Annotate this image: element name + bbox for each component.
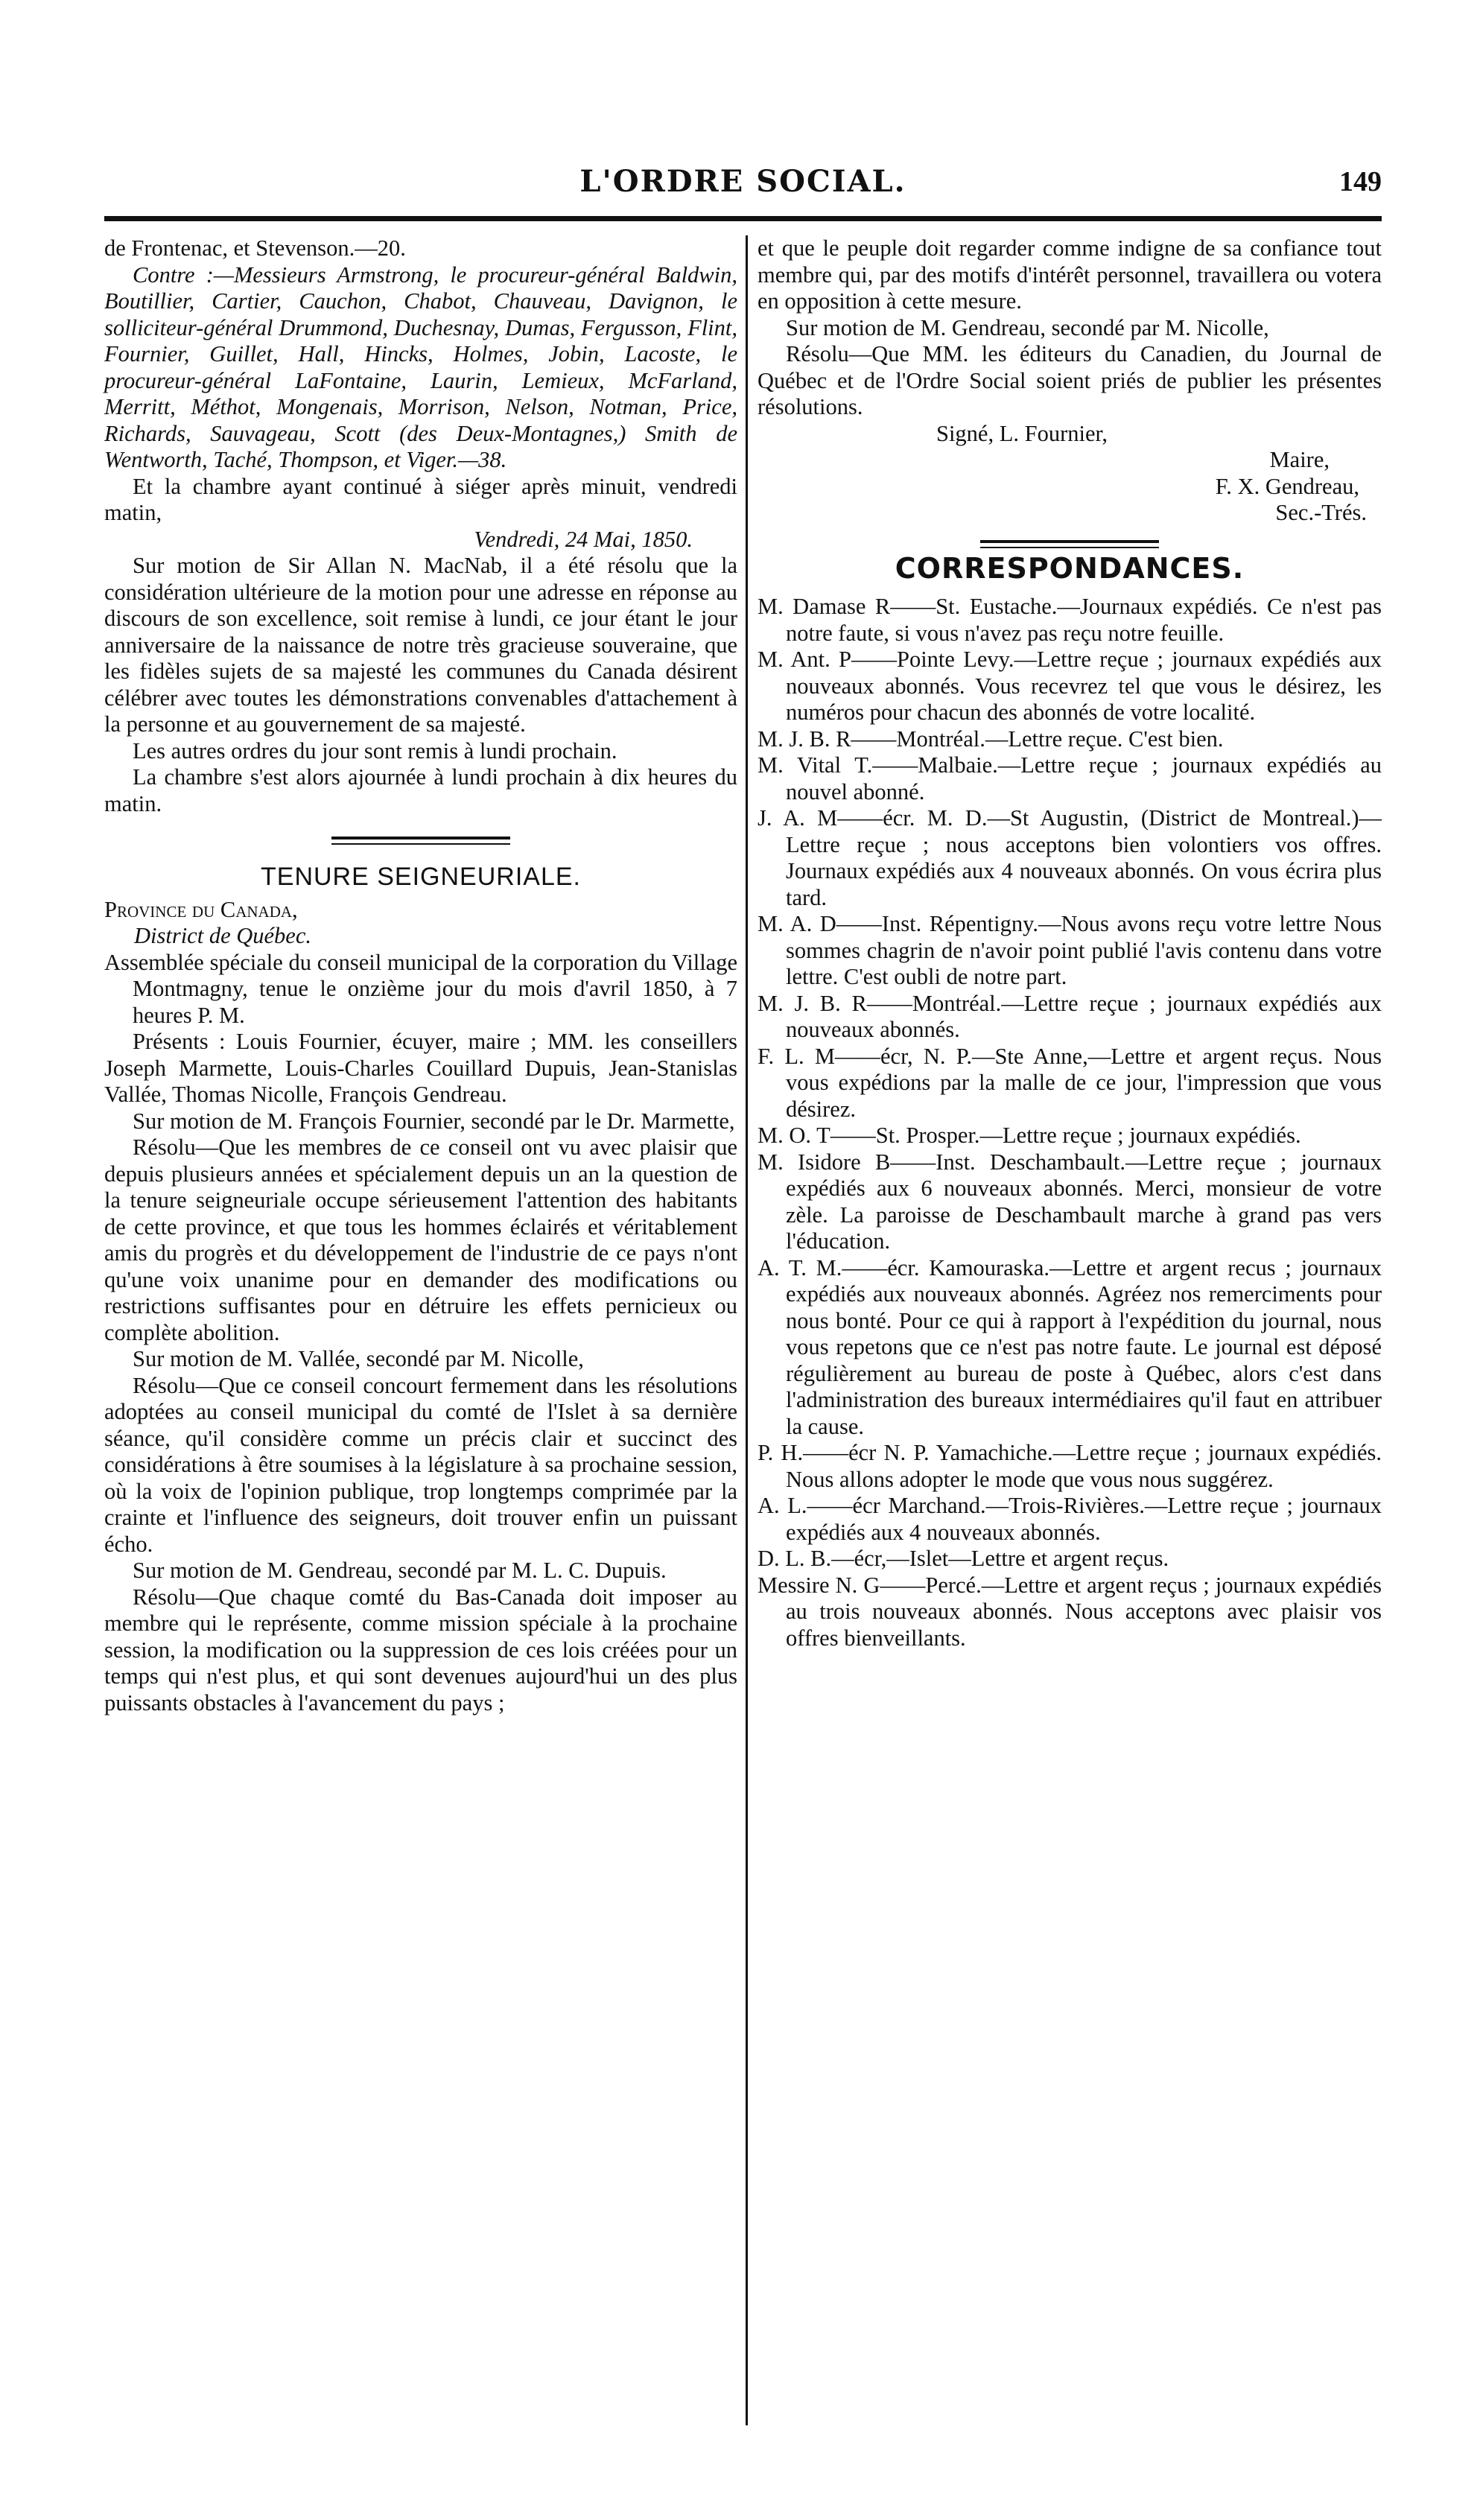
paragraph: Résolu—Que les membres de ce conseil ont vu avec plaisir que depuis plusieurs années et spécialement depuis un an la question de la tenure seigneuriale occupe sérieusement l'attention des habitants de cette province, et que tous les hommes éclairés et véritablement amis du progrès et du développement de l'industrie de ce pays n'ont qu'une voix unanime pour en demander des modifications ou restrictions suffisantes pour en détruire les effets pernicieux ou complète abolition.: [104, 1134, 737, 1345]
page-header: [104, 164, 1382, 209]
paragraph: La chambre s'est alors ajournée à lundi prochain à dix heures du matin.: [104, 764, 737, 816]
correspondence-entry: M. Isidore B——Inst. Deschambault.—Lettre reçue ; journaux expédiés aux 6 nouveaux abonnés. Merci, monsieur de votre zèle. La paroisse de Deschambault marche à grand pas vers l'éducation.: [758, 1149, 1382, 1254]
column-separator: [746, 235, 748, 2425]
correspondence-entry: P. H.——écr N. P. Yamachiche.—Lettre reçue ; journaux expédiés. Nous allons adopter le mode que vous nous suggérez.: [758, 1440, 1382, 1492]
signature-line: Sec.-Trés.: [1275, 500, 1367, 525]
paragraph: Sur motion de M. Gendreau, secondé par M. Nicolle,: [786, 314, 1269, 340]
correspondence-entry: F. L. M——écr, N. P.—Ste Anne,—Lettre et argent reçus. Nous vous expédions par la malle de ce jour, l'impression que vous désirez.: [758, 1043, 1382, 1122]
correspondence-entry: A. L.——écr Marchand.—Trois-Rivières.—Lettre reçue ; journaux expédiés aux 4 nouveaux abonnés.: [758, 1493, 1382, 1545]
section-divider: [331, 837, 510, 845]
header-rule: [104, 216, 1382, 221]
paragraph: Et la chambre ayant continué à siéger après minuit, vendredi matin,: [104, 473, 737, 525]
date-line: Vendredi, 24 Mai, 1850.: [474, 526, 693, 552]
paragraph: Sur motion de M. Gendreau, secondé par M. L. C. Dupuis.: [133, 1558, 667, 1583]
paragraph: Sur motion de Sir Allan N. MacNab, il a été résolu que la considération ultérieure de la motion pour une adresse en réponse au discours de son excellence, soit remise à lundi, ce jour étant le jour anniversaire de la naissance de notre très gracieuse souveraine, que les fidèles sujets de sa majesté les communes du Canada désirent célébrer avec toutes les démonstrations convenables d'attachement à la personne et au gouvernement de sa majesté.: [104, 553, 737, 737]
signature-line: F. X. Gendreau,: [1215, 473, 1359, 499]
signature-line: Signé, L. Fournier,: [936, 420, 1108, 446]
left-column: [104, 235, 737, 1716]
paragraph: Résolu—Que MM. les éditeurs du Canadien, du Journal de Québec et de l'Ordre Social soient priés de publier les présentes résolutions.: [758, 341, 1382, 419]
correspondence-entry: M. Ant. P——Pointe Levy.—Lettre reçue ; journaux expédiés aux nouveaux abonnés. Vous recevrez tel que vous le désirez, les numéros pour chacun des abonnés de votre localité.: [758, 647, 1382, 725]
province-line: Province du Canada,: [104, 896, 298, 922]
correspondence-entry: Messire N. G——Percé.—Lettre et argent reçus ; journaux expédiés au trois nouveaux abonnés. Nous acceptons avec plaisir vos offres bienveillants.: [758, 1572, 1382, 1651]
paragraph: et que le peuple doit regarder comme indigne de sa confiance tout membre qui, par des motifs d'intérêt personnel, travaillera ou votera en opposition à cette mesure.: [758, 235, 1382, 314]
correspondence-entry: M. O. T——St. Prosper.—Lettre reçue ; journaux expédiés.: [758, 1123, 1301, 1148]
section-title: TENURE SEIGNEURIALE.: [261, 863, 581, 891]
district-line: District de Québec.: [134, 923, 311, 948]
paragraph: Résolu—Que ce conseil concourt fermement dans les résolutions adoptées au conseil municipal du comté de l'Islet à sa dernière séance, qu'il considère comme un précis clair et succinct des considérations à être soumises à la législature à sa prochaine session, où la voix de l'opinion publique, trop longtemps comprimée par la crainte et l'influence des seigneurs, doit trouver enfin un puissant écho.: [104, 1372, 737, 1557]
correspondence-entry: M. J. B. R——Montréal.—Lettre reçue. C'est bien.: [758, 726, 1224, 752]
paragraph: Sur motion de M. François Fournier, secondé par le Dr. Marmette,: [133, 1108, 735, 1134]
paragraph: Sur motion de M. Vallée, secondé par M. Nicolle,: [133, 1346, 584, 1371]
paragraph: Présents : Louis Fournier, écuyer, maire ; MM. les conseillers Joseph Marmette, Louis-Charles Couillard Dupuis, Jean-Stanislas Vallée, Thomas Nicolle, François Gendreau.: [104, 1029, 737, 1107]
paragraph: de Frontenac, et Stevenson.—20.: [104, 235, 406, 261]
journal-title: L'ORDRE SOCIAL.: [579, 164, 906, 199]
signature-line: Maire,: [1269, 447, 1330, 472]
paragraph: Les autres ordres du jour sont remis à lundi prochain.: [133, 737, 617, 764]
vote-contre: Contre :—Messieurs Armstrong, le procureur-général Baldwin, Boutillier, Cartier, Cauchon, Chabot, Chauveau, Davignon, le solliciteur-général Drummond, Duchesnay, Dumas, Fergusson, Flint, Fournier, Guillet, Hall, Hincks, Holmes, Jobin, Lacoste, le procureur-général LaFontaine, Laurin, Lemieux, McFarland, Merritt, Méthot, Mongenais, Morrison, Nelson, Notman, Price, Richards, Sauvageau, Scott (des Deux-Montagnes,) Smith de Wentworth, Taché, Thompson, et Viger.—38.: [104, 261, 737, 472]
paragraph: Assemblée spéciale du conseil municipal de la corporation du Village Montmagny, tenue le onzième jour du mois d'avril 1850, à 7 heures P. M.: [104, 949, 737, 1028]
correspondence-entry: D. L. B.—écr,—Islet—Lettre et argent reçus.: [758, 1546, 1169, 1571]
correspondence-entry: M. A. D——Inst. Répentigny.—Nous avons reçu votre lettre Nous sommes chagrin de n'avoir point publié l'avis contenu dans votre lettre. C'est oubli de notre part.: [758, 911, 1382, 989]
section-divider: [980, 540, 1159, 548]
right-column: [758, 235, 1382, 1651]
paragraph: Résolu—Que chaque comté du Bas-Canada doit imposer au membre qui le représente, comme mission spéciale à la prochaine session, la modification ou la suppression de ces lois créées pour un temps qui n'est plus, et qui sont devenues aujourd'hui un des plus puissants obstacles à l'avancement du pays ;: [104, 1584, 737, 1716]
page-number: 149: [1339, 166, 1382, 197]
correspondence-entry: M. Vital T.——Malbaie.—Lettre reçue ; journaux expédiés au nouvel abonné.: [758, 752, 1382, 804]
section-title: CORRESPONDANCES.: [895, 551, 1245, 585]
correspondence-entry: M. Damase R——St. Eustache.—Journaux expédiés. Ce n'est pas notre faute, si vous n'avez pas reçu notre feuille.: [758, 594, 1382, 646]
correspondence-entry: A. T. M.——écr. Kamouraska.—Lettre et argent recus ; journaux expédiés aux nouveaux abonnés. Agréez nos remerciments pour nous bonté. Pour ce qui à rapport à l'expédition du journal, nous vous repetons que ce n'est pas notre faute. Le journal est déposé régulièrement au bureau de poste à Québec, alors c'est dans l'administration des bureaux intermédiaires qu'il faut en attribuer la cause.: [758, 1254, 1382, 1439]
correspondence-entry: M. J. B. R——Montréal.—Lettre reçue ; journaux expédiés aux nouveaux abonnés.: [758, 990, 1382, 1042]
correspondence-entry: J. A. M——écr. M. D.—St Augustin, (District de Montreal.)—Lettre reçue ; nous acceptons bien volontiers vos offres. Journaux expédiés aux 4 nouveaux abonnés. On vous écrira plus tard.: [758, 805, 1382, 910]
